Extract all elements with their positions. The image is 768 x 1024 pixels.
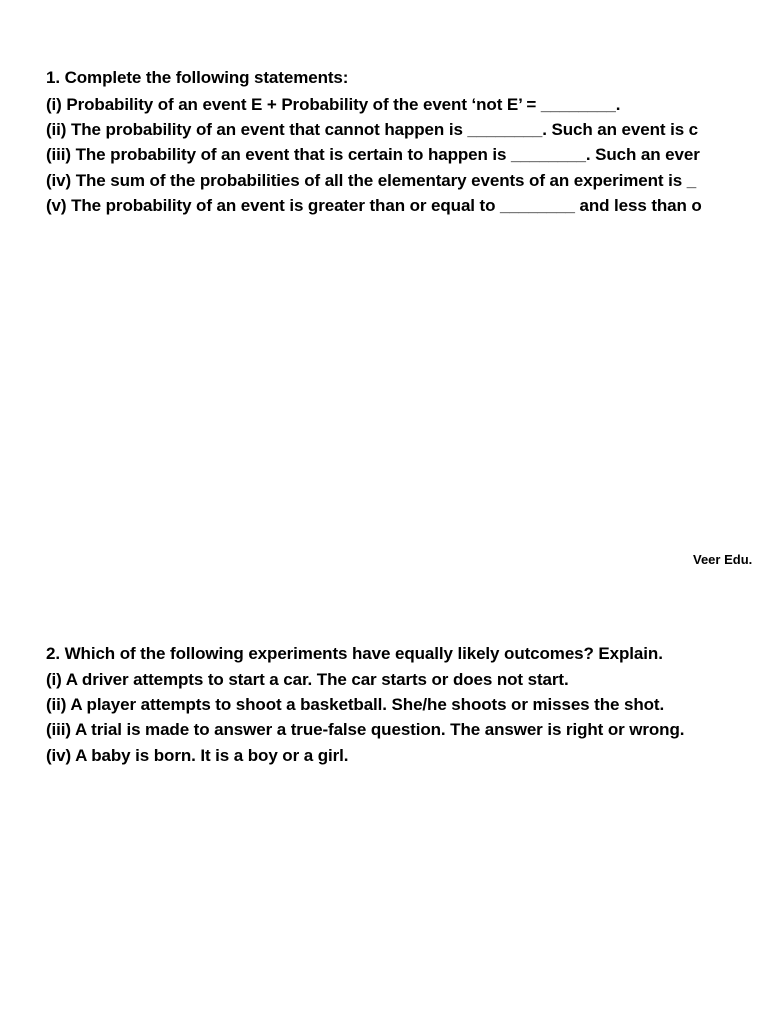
question-2-item-iii: (iii) A trial is made to answer a true-false question. The answer is right or wrong. — [46, 720, 685, 739]
question-1-item-iv: (iv) The sum of the probabilities of all the elementary events of an experiment is _ — [46, 171, 697, 190]
question-2-item-iv: (iv) A baby is born. It is a boy or a girl. — [46, 746, 349, 765]
question-1-item-ii: (ii) The probability of an event that cannot happen is ________. Such an event is c — [46, 120, 699, 139]
question-1-item-v: (v) The probability of an event is greater than or equal to ________ and less than o — [46, 196, 702, 215]
question-2-item-i: (i) A driver attempts to start a car. The car starts or does not start. — [46, 670, 569, 689]
question-2-item-ii: (ii) A player attempts to shoot a basketball. She/he shoots or misses the shot. — [46, 695, 665, 714]
brand-watermark: Veer Edu. — [693, 552, 753, 567]
question-1-item-i: (i) Probability of an event E + Probability of the event ‘not E’ = ________. — [46, 95, 621, 114]
question-1-heading: 1. Complete the following statements: — [46, 68, 349, 87]
question-2-heading: 2. Which of the following experiments have equally likely outcomes? Explain. — [46, 644, 663, 663]
question-1-item-iii: (iii) The probability of an event that is certain to happen is ________. Such an ever — [46, 145, 700, 164]
